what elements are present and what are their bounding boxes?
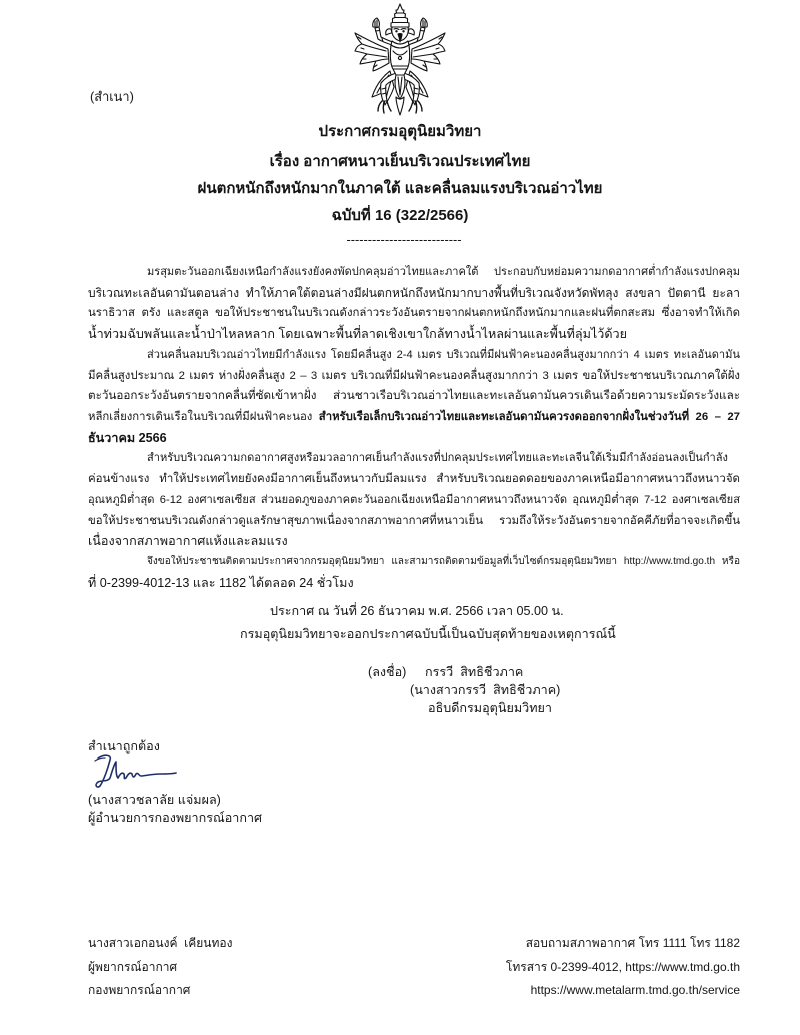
body-line: ที่ 0-2399-4012-13 และ 1182 ได้ตลอด 24 ชั่วโมง — [88, 575, 354, 590]
body-line — [88, 407, 740, 428]
body-line: จึงขอให้ประชาชนติดตามประกาศจากกรมอุตุนิยมวิทยา และสามารถติดตามข้อมูลที่เว็บไซต์กรมอุตุนิยมวิทยา http://www.tmd.go.th หรือ — [147, 556, 740, 568]
body-text: หลีกเลี่ยงการเดินเรือในบริเวณที่มีฝนฟ้าคะนอง — [88, 411, 319, 424]
announcement-heading: ประกาศกรมอุตุนิยมวิทยา — [318, 123, 482, 140]
final-notice: กรมอุตุนิยมวิทยาจะออกประกาศฉบับนี้เป็นฉบับสุดท้ายของเหตุการณ์นี้ — [240, 627, 616, 641]
announcement-body — [88, 262, 740, 594]
body-line: สำหรับบริเวณความกดอากาศสูงหรือมวลอากาศเย็นกำลังแรงที่ปกคลุมประเทศไทยและทะเลจีนใต้เริ่มมีกำลังอ่อนลงเป็นกำลัง — [147, 452, 728, 465]
signatory-position: อธิบดีกรมอุตุนิยมวิทยา — [428, 701, 552, 715]
announcement-subject: เรื่อง อากาศหนาวเย็นบริเวณประเทศไทย — [269, 153, 531, 170]
issue-date: ประกาศ ณ วันที่ 26 ธันวาคม พ.ศ. 2566 เวลา 05.00 น. — [270, 604, 564, 618]
title-separator: --------------------------- — [346, 232, 462, 247]
body-line: ค่อนข้างแรง ทำให้ประเทศไทยยังคงมีอากาศเย็นถึงหนาวกับมีลมแรง สำหรับบริเวณยอดดอยของภาคเหนือมีอากาศหนาวถึงหนาวจัด — [88, 473, 740, 486]
certifier-position: ผู้อำนวยการกองพยากรณ์อากาศ — [88, 811, 263, 825]
certifier-name: (นางสาวชลาลัย แจ่มผล) — [88, 793, 221, 807]
body-line: นราธิวาส ตรัง และสตูล ขอให้ประชาชนในบริเวณดังกล่าวระวังอันตรายจากฝนตกหนักถึงหนักมากและฝนที่ตกสะสม ซึ่งอาจทำให้เกิด — [88, 307, 740, 320]
fax-website: โทรสาร 0-2399-4012, https://www.tmd.go.th — [505, 960, 740, 974]
body-line: เนื่องจากสภาพอากาศแห้งและลมแรง — [88, 534, 288, 549]
copy-mark: (สำเนา) — [90, 89, 134, 104]
body-line: อุณหภูมิต่ำสุด 6-12 องศาเซลเซียส ส่วนยอดภูของภาคตะวันออกเฉียงเหนือมีอากาศหนาวถึงหนาวจัด อุณหภูมิต่ำสุด 7-12 องศาเซลเซียส — [88, 493, 740, 506]
forecaster-name: นางสาวเอกอนงค์ เคียนทอง — [88, 936, 233, 950]
announcement-subject-detail: ฝนตกหนักถึงหนักมากในภาคใต้ และคลื่นลมแรงบริเวณอ่าวไทย — [197, 180, 603, 197]
paragraph-cold-weather — [88, 448, 740, 552]
alert-service-url: https://www.metalarm.tmd.go.th/service — [530, 983, 740, 997]
body-line: มรสุมตะวันออกเฉียงเหนือกำลังแรงยังคงพัดปกคลุมอ่าวไทยและภาคใต้ ประกอบกับหย่อมความกดอากาศต่ำกำลังแรงปกคลุม — [147, 266, 740, 278]
body-line: ขอให้ประชาชนบริเวณดังกล่าวดูแลรักษาสุขภาพเนื่องจากสภาพอากาศที่หนาวเย็น รวมถึงให้ระวังอันตรายจากอัคคีภัยที่อาจจะเกิดขึ้น — [88, 514, 740, 527]
body-line: น้ำท่วมฉับพลันและน้ำป่าไหลหลาก โดยเฉพาะพื้นที่ลาดเชิงเขาใกล้ทางน้ำไหลผ่านและพื้นที่ลุ่มไว้ด้วย — [88, 327, 627, 342]
body-line: ส่วนคลื่นลมบริเวณอ่าวไทยมีกำลังแรง โดยมีคลื่นสูง 2-4 เมตร บริเวณที่มีฝนฟ้าคะนองคลื่นสูงมากกว่า 4 เมตร ทะเลอันดามัน — [147, 348, 740, 361]
forecaster-title: ผู้พยากรณ์อากาศ — [88, 960, 178, 974]
inquiry-phone: สอบถามสภาพอากาศ โทร 1111 โทร 1182 — [525, 936, 740, 950]
handwritten-signature-icon — [92, 752, 177, 790]
announcement-number: ฉบับที่ 16 (322/2566) — [331, 207, 469, 224]
certified-copy-label: สำเนาถูกต้อง — [88, 739, 160, 753]
small-boat-warning: สำหรับเรือเล็กบริเวณอ่าวไทยและทะเลอันดามันควรงดออกจากฝั่งในช่วงวันที่ 26 – 27 — [318, 411, 740, 424]
signed-name: กรรวี สิทธิชีวภาค — [425, 665, 524, 679]
paragraph-follow-updates — [88, 552, 740, 593]
forecaster-division: กองพยากรณ์อากาศ — [88, 983, 191, 997]
body-line: บริเวณทะเลอันดามันตอนล่าง ทำให้ภาคใต้ตอนล่างมีฝนตกหนักถึงหนักมากบางพื้นที่บริเวณจังหวัดพัทลุง สงขลา ปัตตานี ยะลา — [88, 285, 740, 300]
garuda-emblem-icon — [352, 3, 448, 119]
body-line: ตะวันออกระวังอันตรายจากคลื่นที่ซัดเข้าหาฝั่ง ส่วนชาวเรือบริเวณอ่าวไทยและทะเลอันดามันควรเดินเรือด้วยความระมัดระวังและ — [88, 389, 740, 403]
paragraph-monsoon-rain — [88, 262, 740, 345]
paragraph-wind-waves — [88, 345, 740, 449]
signed-label: (ลงชื่อ) — [368, 665, 407, 679]
body-line: มีคลื่นสูงประมาณ 2 เมตร ห่างฝั่งคลื่นสูง 2 – 3 เมตร บริเวณที่มีฝนฟ้าคะนองคลื่นสูงมากกว่า 3 เมตร ขอให้ประชาชนบริเวณภาคใต้ฝั่ง — [88, 369, 740, 382]
small-boat-warning-date: ธันวาคม 2566 — [88, 430, 167, 445]
signatory-full-name: (นางสาวกรรวี สิทธิชีวภาค) — [410, 683, 561, 697]
